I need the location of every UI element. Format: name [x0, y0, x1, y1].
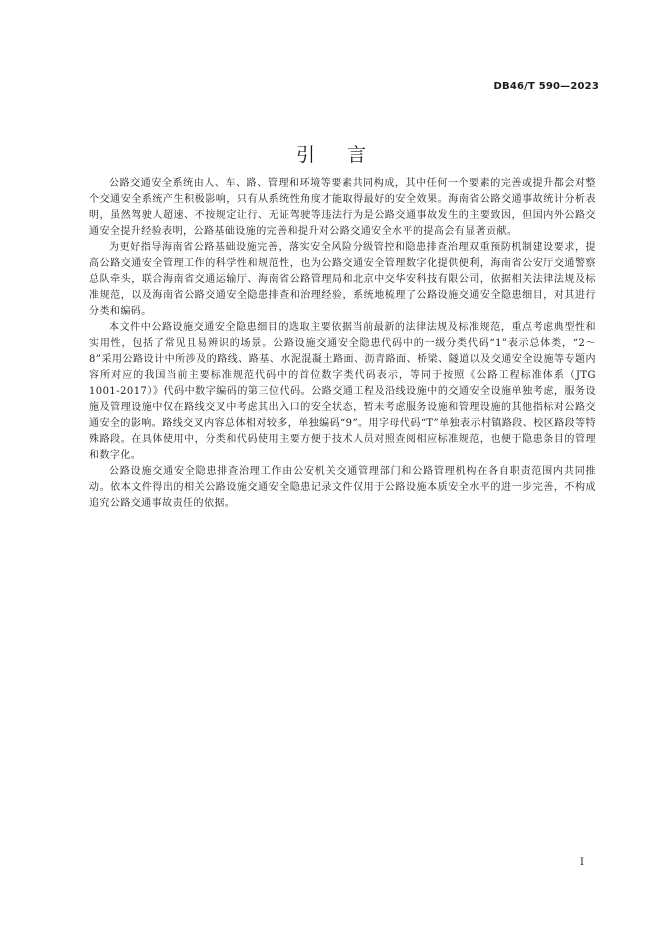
paragraph-2: 为更好指导海南省公路基础设施完善，落实安全风险分级管控和隐患排查治理双重预防机制建设要求，提高公路交通安全管理工作的科学性和规范性，也为公路交通安全管理数字化提供便利，海南省公安厅交通警察总队牵头，联合海南省交通运输厅、海南省公路管理局和北京中交华安科技有限公司，依据相关法律法规及标准规范，以及海南省公路交通安全隐患排查和治理经验，系统地梳理了公路设施交通安全隐患细目，对其进行分类和编码。 [89, 242, 596, 317]
body-text [89, 176, 596, 512]
document-code: DB46/T 590—2023 [493, 81, 599, 92]
page-number: I [580, 857, 584, 868]
paragraph-1: 公路交通安全系统由人、车、路、管理和环境等要素共同构成，其中任何一个要素的完善或提升都会对整个交通安全系统产生积极影响，只有从系统性角度才能取得最好的安全效果。海南省公路交通事故统计分析表明，虽然驾驶人超速、不按规定让行、无证驾驶等违法行为是公路交通事故发生的主要致因，但国内外公路交通安全提升经验表明，公路基础设施的完善和提升对公路交通安全水平的提高会有显著贡献。 [89, 178, 596, 237]
page-title: 引言 [295, 144, 398, 166]
paragraph-3: 本文件中公路设施交通安全隐患细目的选取主要依据当前最新的法律法规及标准规范，重点考虑典型性和实用性，包括了常见且易辨识的场景。公路设施交通安全隐患代码中的一级分类代码“1”表示总体类，“2～8”采用公路设计中所涉及的路线、路基、水泥混凝土路面、沥青路面、桥梁、隧道以及交通安全设施等专题内容所对应的我国当前主要标准规范代码中的首位数字类代码表示，等同于按照《公路工程标准体系（JTG 1001-2017）》代码中数字编码的第三位代码。公路交通工程及沿线设施中的交通安全设施单独考虑，服务设施及管理设施中仅在路线交叉中考虑其出入口的安全状态，暂未考虑服务设施和管理设施的其他指标对公路交通安全的影响。路线交叉内容总体相对较多，单独编码“9”。用字母代码“T”单独表示村镇路段、校区路段等特殊路段。在具体使用中，分类和代码使用主要方便于技术人员对照查阅相应标准规范，也便于隐患条目的管理和数字化。 [89, 322, 596, 461]
paragraph-4: 公路设施交通安全隐患排查治理工作由公安机关交通管理部门和公路管理机构在各自职责范围内共同推动。依本文件得出的相关公路设施交通安全隐患记录文件仅用于公路设施本质安全水平的进一步完善，不构成追究公路交通事故责任的依据。 [89, 466, 596, 509]
